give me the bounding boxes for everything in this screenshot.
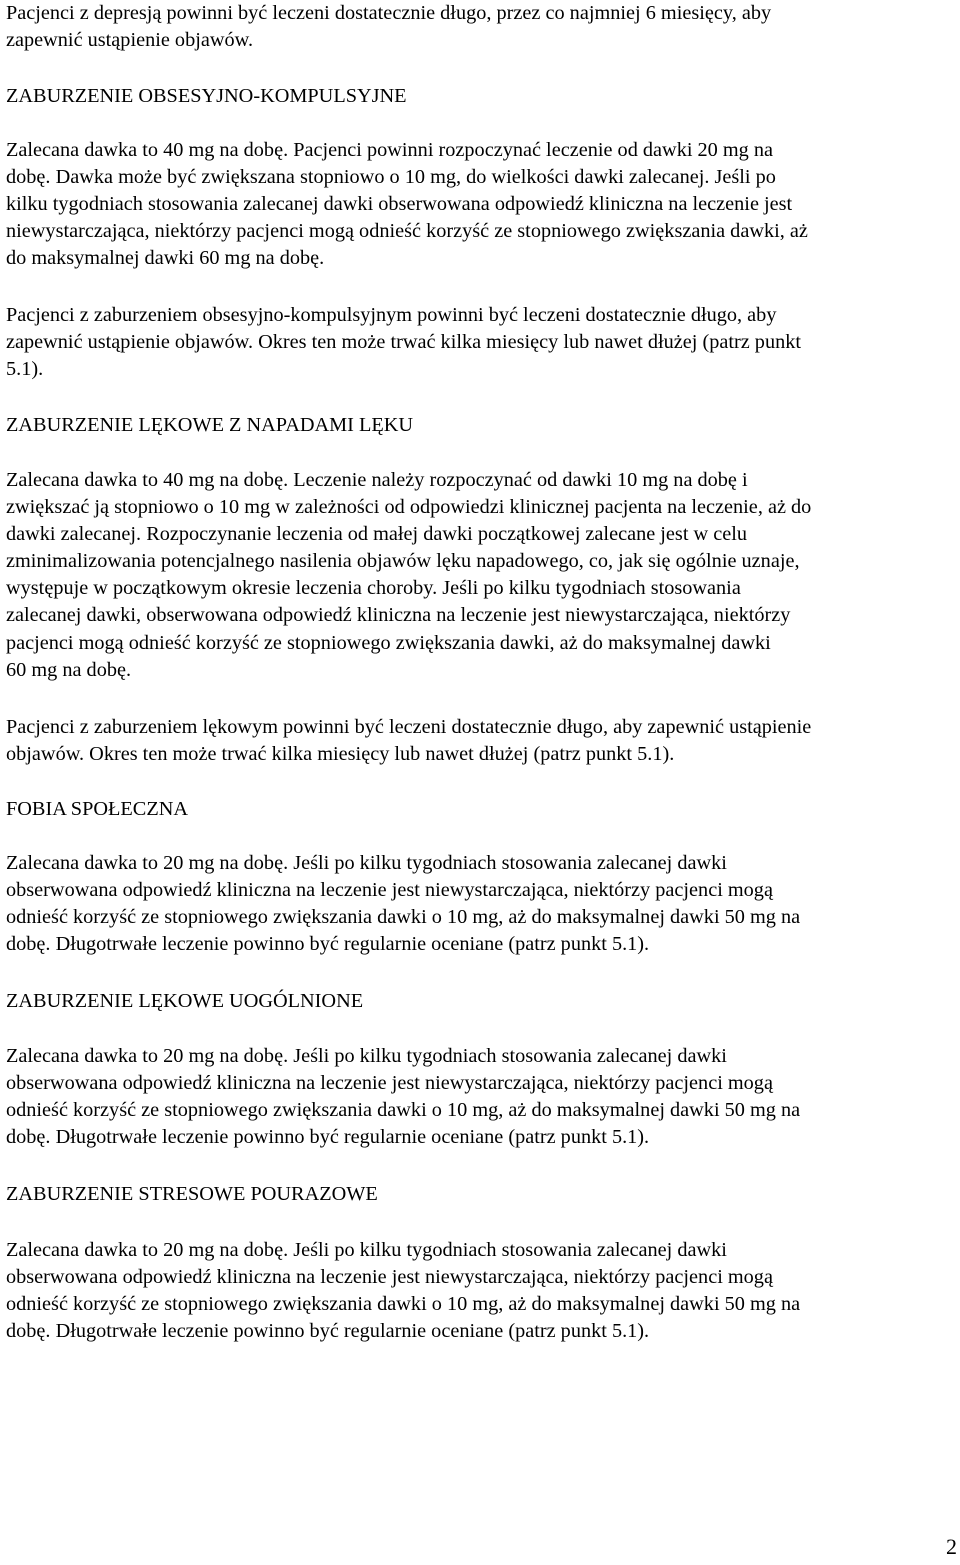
text-line: pacjenci mogą odnieść korzyść ze stopniowego zwiększania dawki, aż do maksymalnej dawki [6, 631, 771, 654]
section-heading-panic: ZABURZENIE LĘKOWE Z NAPADAMI LĘKU [6, 414, 414, 436]
text-line: dobę. Długotrwałe leczenie powinno być regularnie oceniane (patrz punkt 5.1). [6, 933, 650, 956]
text-line: zminimalizowania potencjalnego nasilenia objawów lęku napadowego, co, jak się ogólnie uznaje, [6, 550, 800, 573]
text-line: Zalecana dawka to 40 mg na dobę. Pacjenci powinni rozpoczynać leczenie od dawki 20 mg na [6, 139, 774, 161]
ocd-dosage-paragraph [6, 137, 808, 272]
section-heading-social-phobia: FOBIA SPOŁECZNA [6, 798, 188, 820]
text-line: 5.1). [6, 358, 44, 381]
text-line: objawów. Okres ten może trwać kilka miesięcy lub nawet dłużej (patrz punkt 5.1). [6, 743, 675, 766]
text-line: odnieść korzyść ze stopniowego zwiększania dawki o 10 mg, aż do maksymalnej dawki 50 mg na [6, 906, 801, 929]
text-line: zapewnić ustąpienie objawów. [6, 29, 254, 52]
text-line: Zalecana dawka to 20 mg na dobę. Jeśli po kilku tygodniach stosowania zalecanej dawki [6, 852, 727, 874]
social-phobia-dosage-paragraph [6, 850, 800, 958]
text-line: Zalecana dawka to 40 mg na dobę. Leczenie należy rozpoczynać od dawki 10 mg na dobę i [6, 469, 748, 491]
page-number: 2 [946, 1534, 957, 1559]
text-line: Pacjenci z depresją powinni być leczeni dostatecznie długo, przez co najmniej 6 miesięcy, aby [6, 2, 772, 24]
text-line: Pacjenci z zaburzeniem lękowym powinni być leczeni dostatecznie długo, aby zapewnić ustąpienie [6, 716, 812, 738]
text-line: obserwowana odpowiedź kliniczna na leczenie jest niewystarczająca, niektórzy pacjenci mogą [6, 879, 773, 902]
text-line: występuje w początkowym okresie leczenia choroby. Jeśli po kilku tygodniach stosowania [6, 577, 741, 600]
ocd-duration-paragraph [6, 302, 801, 383]
text-line: Zalecana dawka to 20 mg na dobę. Jeśli po kilku tygodniach stosowania zalecanej dawki [6, 1045, 727, 1067]
intro-paragraph [6, 0, 771, 54]
text-line: zwiększać ją stopniowo o 10 mg w zależności od odpowiedzi klinicznej pacjenta na leczenie, aż do [6, 496, 812, 519]
text-line: Pacjenci z zaburzeniem obsesyjno-kompulsyjnym powinni być leczeni dostatecznie długo, aby [6, 304, 777, 326]
text-line: niewystarczająca, niektórzy pacjenci mogą odnieść korzyść ze stopniowego zwiększania dawki, aż [6, 220, 808, 243]
panic-dosage-paragraph [6, 467, 811, 684]
section-heading-gad: ZABURZENIE LĘKOWE UOGÓLNIONE [6, 990, 364, 1012]
section-heading-ptsd: ZABURZENIE STRESOWE POURAZOWE [6, 1183, 378, 1205]
ptsd-dosage-paragraph [6, 1237, 800, 1345]
text-line: zapewnić ustąpienie objawów. Okres ten może trwać kilka miesięcy lub nawet dłużej (patrz punkt [6, 331, 801, 354]
text-line: kilku tygodniach stosowania zalecanej dawki obserwowana odpowiedź kliniczna na leczenie jest [6, 193, 793, 216]
text-line: obserwowana odpowiedź kliniczna na leczenie jest niewystarczająca, niektórzy pacjenci mogą [6, 1266, 773, 1289]
gad-dosage-paragraph [6, 1043, 800, 1151]
text-line: obserwowana odpowiedź kliniczna na leczenie jest niewystarczająca, niektórzy pacjenci mogą [6, 1072, 773, 1095]
section-heading-ocd: ZABURZENIE OBSESYJNO-KOMPULSYJNE [6, 85, 407, 107]
text-line: do maksymalnej dawki 60 mg na dobę. [6, 247, 325, 270]
text-line: dobę. Długotrwałe leczenie powinno być regularnie oceniane (patrz punkt 5.1). [6, 1320, 650, 1343]
text-line: zalecanej dawki, obserwowana odpowiedź kliniczna na leczenie jest niewystarczająca, niektórzy [6, 604, 791, 627]
text-line: Zalecana dawka to 20 mg na dobę. Jeśli po kilku tygodniach stosowania zalecanej dawki [6, 1239, 727, 1261]
text-line: dobę. Dawka może być zwiększana stopniowo o 10 mg, do wielkości dawki zalecanej. Jeśli po [6, 166, 776, 189]
text-line: odnieść korzyść ze stopniowego zwiększania dawki o 10 mg, aż do maksymalnej dawki 50 mg na [6, 1293, 801, 1316]
text-line: 60 mg na dobę. [6, 658, 132, 681]
text-line: odnieść korzyść ze stopniowego zwiększania dawki o 10 mg, aż do maksymalnej dawki 50 mg na [6, 1099, 801, 1122]
panic-duration-paragraph [6, 714, 811, 768]
text-line: dawki zalecanej. Rozpoczynanie leczenia od małej dawki początkowej zalecane jest w celu [6, 523, 748, 546]
text-line: dobę. Długotrwałe leczenie powinno być regularnie oceniane (patrz punkt 5.1). [6, 1126, 650, 1149]
